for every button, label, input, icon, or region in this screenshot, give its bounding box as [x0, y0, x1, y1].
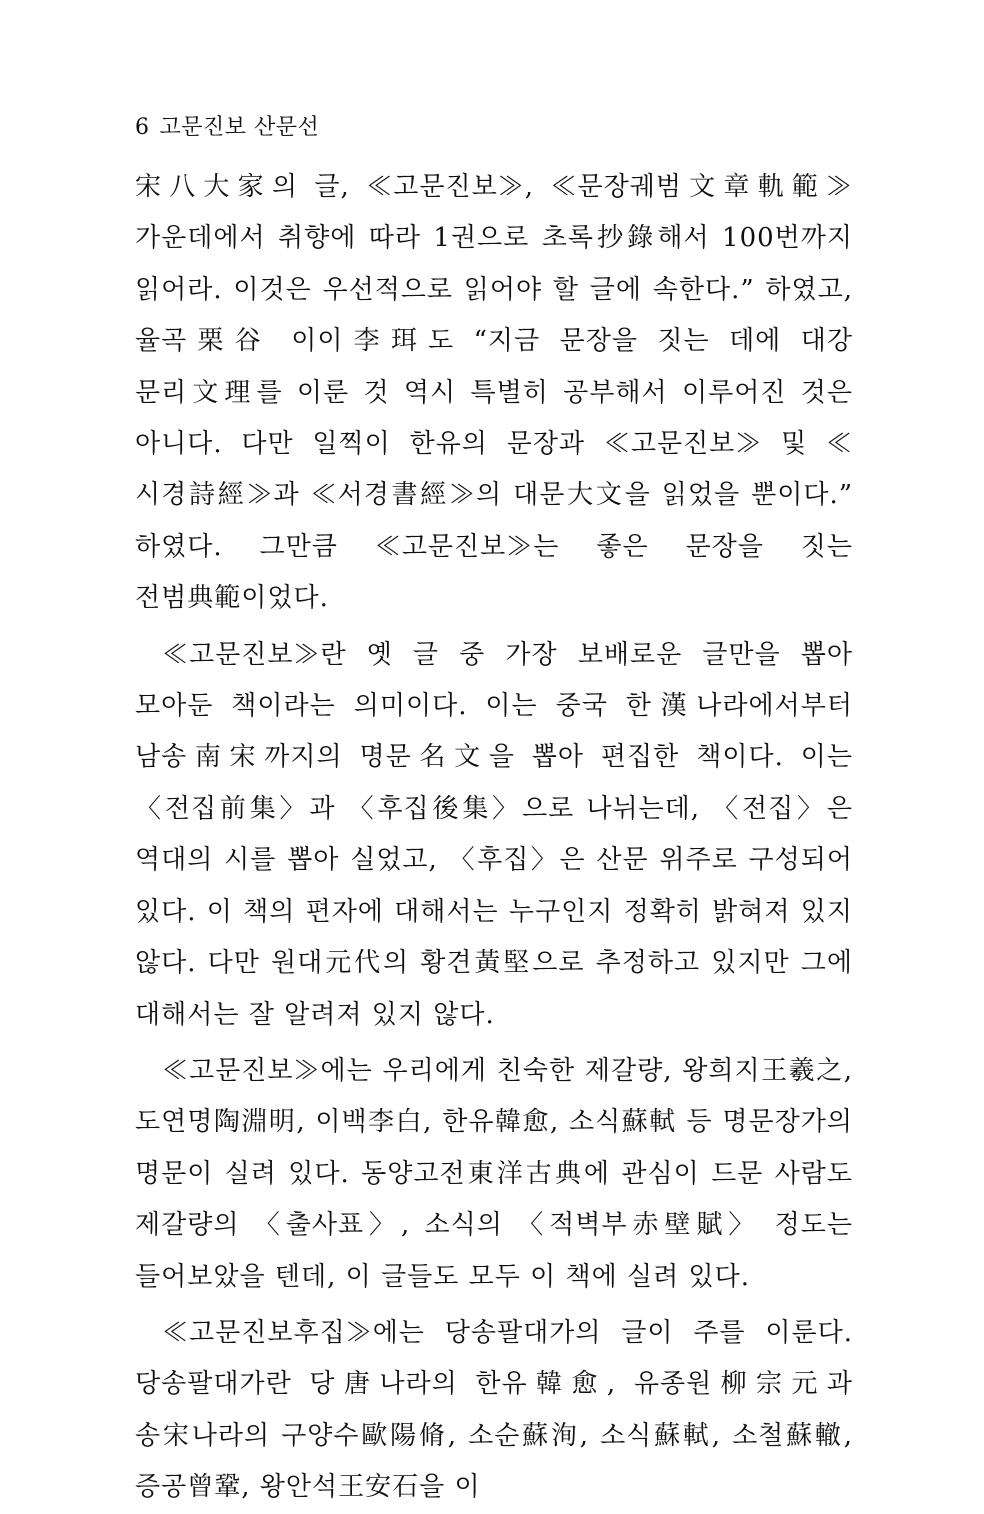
body-text: [135, 162, 853, 1514]
running-header: [135, 108, 853, 148]
paragraph: ≪고문진보후집≫에는 당송팔대가의 글이 주를 이룬다. 당송팔대가란 당唐나라의 한유韓愈, 유종원柳宗元과 송宋나라의 구양수歐陽脩, 소순蘇洵, 소식蘇軾, 소철蘇轍, 증공曾鞏, 왕안석王安石을 이: [135, 1317, 853, 1503]
page-number: 6: [135, 115, 150, 140]
paragraph: ≪고문진보≫란 옛 글 중 가장 보배로운 글만을 뽑아 모아둔 책이라는 의미이다. 이는 중국 한漢나라에서부터 남송南宋까지의 명문名文을 뽑아 편집한 책이다. 이는 〈전집前集〉과 〈후집後集〉으로 나뉘는데, 〈전집〉은 역대의 시를 뽑아 실었고, 〈후집〉은 산문 위주로 구성되어 있다. 이 책의 편자에 대해서는 누구인지 정확히 밝혀져 있지 않다. 다만 원대元代의 황견黃堅으로 추정하고 있지만 그에 대해서는 잘 알려져 있지 않다.: [135, 639, 853, 1030]
book-title: 고문진보 산문선: [159, 115, 320, 140]
paragraph-continued: 宋八大家의 글, ≪고문진보≫, ≪문장궤범文章軌範≫ 가운데에서 취향에 따라 1권으로 초록抄錄해서 100번까지 읽어라. 이것은 우선적으로 읽어야 할 글에 속한다.” 하였고, 율곡栗谷 이이李珥도 “지금 문장을 짓는 데에 대강 문리文理를 이룬 것 역시 특별히 공부해서 이루어진 것은 아니다. 다만 일찍이 한유의 문장과 ≪고문진보≫ 및 ≪시경詩經≫과 ≪서경書經≫의 대문大文을 읽었을 뿐이다.” 하였다. 그만큼 ≪고문진보≫는 좋은 문장을 짓는 전범典範이었다.: [135, 172, 853, 614]
document-page: [135, 108, 853, 1514]
paragraph: ≪고문진보≫에는 우리에게 친숙한 제갈량, 왕희지王羲之, 도연명陶淵明, 이백李白, 한유韓愈, 소식蘇軾 등 명문장가의 명문이 실려 있다. 동양고전東洋古典에 관심이 드문 사람도 제갈량의 〈출사표〉, 소식의 〈적벽부赤壁賦〉 정도는 들어보았을 텐데, 이 글들도 모두 이 책에 실려 있다.: [135, 1055, 853, 1292]
